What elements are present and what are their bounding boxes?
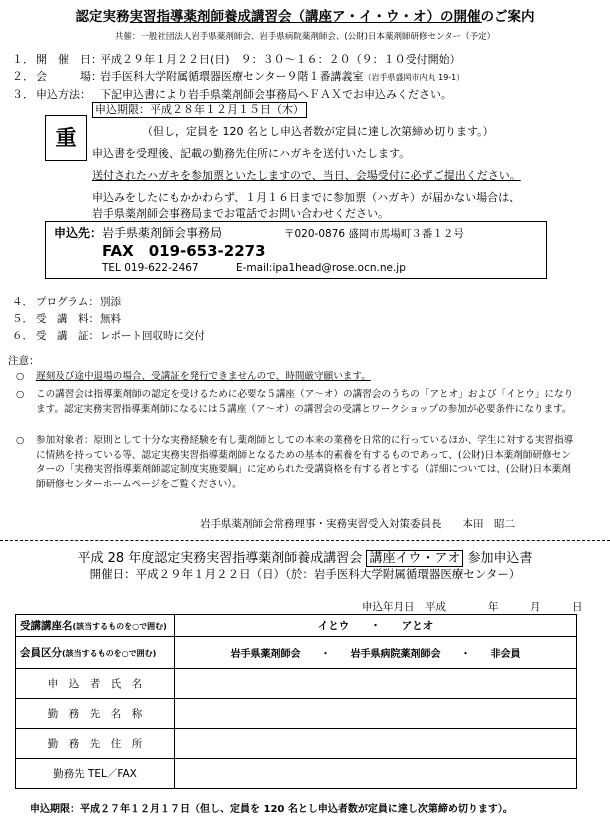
cut-line bbox=[0, 540, 610, 541]
contact-label: 申込先： bbox=[54, 226, 103, 240]
item-label: 開 催 日： bbox=[36, 53, 102, 66]
item-label: 申込方法： bbox=[36, 88, 91, 101]
form-label: 勤 務 先 名 称 bbox=[16, 699, 175, 729]
item-value: 岩手医科大学附属循環器医療センター９階１番講義室 bbox=[100, 70, 364, 83]
application-line: 送付されたハガキを参加票といたしますので、当日、会場受付に必ずご提出ください。 bbox=[92, 169, 521, 182]
note-text: 遅刻及び途中退場の場合、受講証を発行できませんので、時間厳守願います。 bbox=[36, 371, 371, 382]
application-line: 申込みをしたにもかかわらず、１月１６日までに参加票（ハガキ）が届かない場合は、 bbox=[92, 191, 521, 204]
note-item bbox=[16, 434, 576, 492]
item-label: 受 講 料： bbox=[36, 313, 99, 325]
title-underline bbox=[130, 22, 482, 23]
note-text: 参加対象者：原則として十分な実務経験を有し薬剤師としての本来の業務を日常的に行っているほか、学生に対する実習指導に情熱を持っている等、認定実務実習指導薬剤師となるための基本的素養を有するものであって、(公財)日本薬剤師研修センターの「実務実習指導薬剤師認定制度実施要綱」に定められた受講資格を有する者とする（詳細については、(公財)日本薬剤師研修センターホームページをご覧ください）。 bbox=[36, 435, 574, 490]
application-line: 岩手県薬剤師会事務局までお電話でお問い合わせください。 bbox=[92, 207, 389, 220]
form-row-tel bbox=[16, 759, 577, 789]
form-label: 受講講座名(該当するものを○で囲む) bbox=[16, 615, 175, 637]
venue-address: （岩手県盛岡市内丸 19-1） bbox=[363, 73, 465, 82]
circle-icon: ○ bbox=[16, 435, 25, 446]
note-item bbox=[16, 388, 576, 417]
application-deadline: 申込期限：平成２８年１２月１５日（木） bbox=[92, 102, 307, 118]
item-method bbox=[12, 86, 452, 102]
item-label: 会 場： bbox=[36, 70, 102, 83]
workplace-address-field[interactable] bbox=[175, 729, 577, 759]
form-row-course bbox=[16, 615, 577, 637]
contact-address: 〒020-0876 盛岡市馬場町３番１２号 bbox=[284, 228, 464, 240]
contact-fax: FAX 019-653-2273 bbox=[102, 242, 266, 260]
form-title bbox=[0, 547, 610, 566]
item-value: 平成２９年１月２２日(日) ９：３０～１６：２０（９：１０受付開始） bbox=[100, 53, 461, 66]
capacity-note: （但し，定員を 120 名とし申込者数が定員に達し次第締め切ります。） bbox=[142, 125, 494, 138]
item-number: ５． bbox=[12, 313, 33, 325]
item-number: ３． bbox=[12, 88, 34, 101]
bottom-deadline-note: 申込期限：平成２７年１２月１７日（但し、定員を 120 名とし申込者数が定員に達し次第締め切ります）。 bbox=[30, 804, 513, 815]
form-label: 会員区分(該当するものを○で囲む) bbox=[16, 637, 175, 669]
item-date bbox=[12, 51, 461, 67]
contact-box bbox=[45, 221, 547, 279]
circle-icon: ○ bbox=[16, 389, 25, 400]
item-venue bbox=[12, 68, 464, 84]
form-title-course: 講座イウ・アオ bbox=[366, 550, 463, 567]
applicant-name-field[interactable] bbox=[175, 669, 577, 699]
form-row-address bbox=[16, 729, 577, 759]
note-item bbox=[16, 370, 576, 385]
sponsor-line: 共催：一般社団法人岩手県薬剤師会、岩手県病院薬剤師会、(公財)日本薬剤師研修センター（予定） bbox=[114, 32, 496, 42]
form-row-workplace bbox=[16, 699, 577, 729]
contact-tel: TEL 019-622-2467 bbox=[102, 262, 199, 274]
workplace-name-field[interactable] bbox=[175, 699, 577, 729]
item-number: ４． bbox=[12, 296, 33, 308]
note-text: この講習会は指導薬剤師の認定を受けるために必要な５講座（ア～オ）の講習会のうちの「アとオ」および「イとウ」になります。認定実務実習指導薬剤師になるには５講座（ア～オ）の講習会の受講とワークショップの参加が必要条件になります。 bbox=[36, 389, 574, 415]
form-label: 勤務先 TEL／FAX bbox=[16, 759, 175, 789]
form-title-suffix: 参加申込書 bbox=[467, 551, 533, 566]
application-form-table bbox=[15, 614, 577, 789]
item-program bbox=[12, 294, 121, 309]
form-label: 勤 務 先 住 所 bbox=[16, 729, 175, 759]
form-row-membership bbox=[16, 637, 577, 669]
form-label: 申 込 者 氏 名 bbox=[16, 669, 175, 699]
item-number: ６． bbox=[12, 330, 33, 342]
item-value: 下記申込書により岩手県薬剤師会事務局へＦＡＸでお申込みください。 bbox=[100, 88, 452, 101]
item-value: 別添 bbox=[100, 296, 121, 308]
form-subtitle: 開催日：平成２９年１月２２日（日）（於：岩手医科大学附属循環器医療センター） bbox=[89, 567, 521, 581]
notes-heading: 注意： bbox=[8, 355, 40, 367]
workplace-tel-field[interactable] bbox=[175, 759, 577, 789]
page-title: 認定実務実習指導薬剤師養成講習会（講座ア・イ・ウ・オ）の開催のご案内 bbox=[75, 9, 535, 25]
application-date-field[interactable]: 申込年月日 平成 年 月 日 bbox=[362, 601, 583, 613]
item-certificate bbox=[12, 328, 205, 343]
course-choice[interactable]: イとウ ・ アとオ bbox=[175, 615, 577, 637]
circle-icon: ○ bbox=[16, 371, 25, 382]
contact-org: 岩手県薬剤師会事務局 bbox=[102, 226, 223, 240]
item-value: レポート回収時に交付 bbox=[100, 330, 205, 342]
item-number: ２． bbox=[12, 70, 34, 83]
form-title-prefix: 平成 28 年度認定実務実習指導薬剤師養成講習会 bbox=[77, 551, 363, 566]
item-label: プログラム： bbox=[36, 296, 99, 308]
signature: 岩手県薬剤師会常務理事・実務実習受入対策委員長 本田 昭二 bbox=[200, 518, 515, 530]
form-row-name bbox=[16, 669, 577, 699]
item-number: １． bbox=[12, 53, 34, 66]
item-value: 無料 bbox=[100, 313, 121, 325]
application-line: 申込書を受理後、記載の勤務先住所にハガキを送付いたします。 bbox=[92, 147, 411, 160]
membership-choice[interactable]: 岩手県薬剤師会 ・ 岩手県病院薬剤師会 ・ 非会員 bbox=[175, 637, 577, 669]
item-label: 受 講 証： bbox=[36, 330, 99, 342]
item-fee bbox=[12, 311, 121, 326]
important-mark: 重 bbox=[45, 115, 87, 161]
contact-email[interactable]: E-mail:ipa1head@rose.ocn.ne.jp bbox=[236, 262, 406, 274]
